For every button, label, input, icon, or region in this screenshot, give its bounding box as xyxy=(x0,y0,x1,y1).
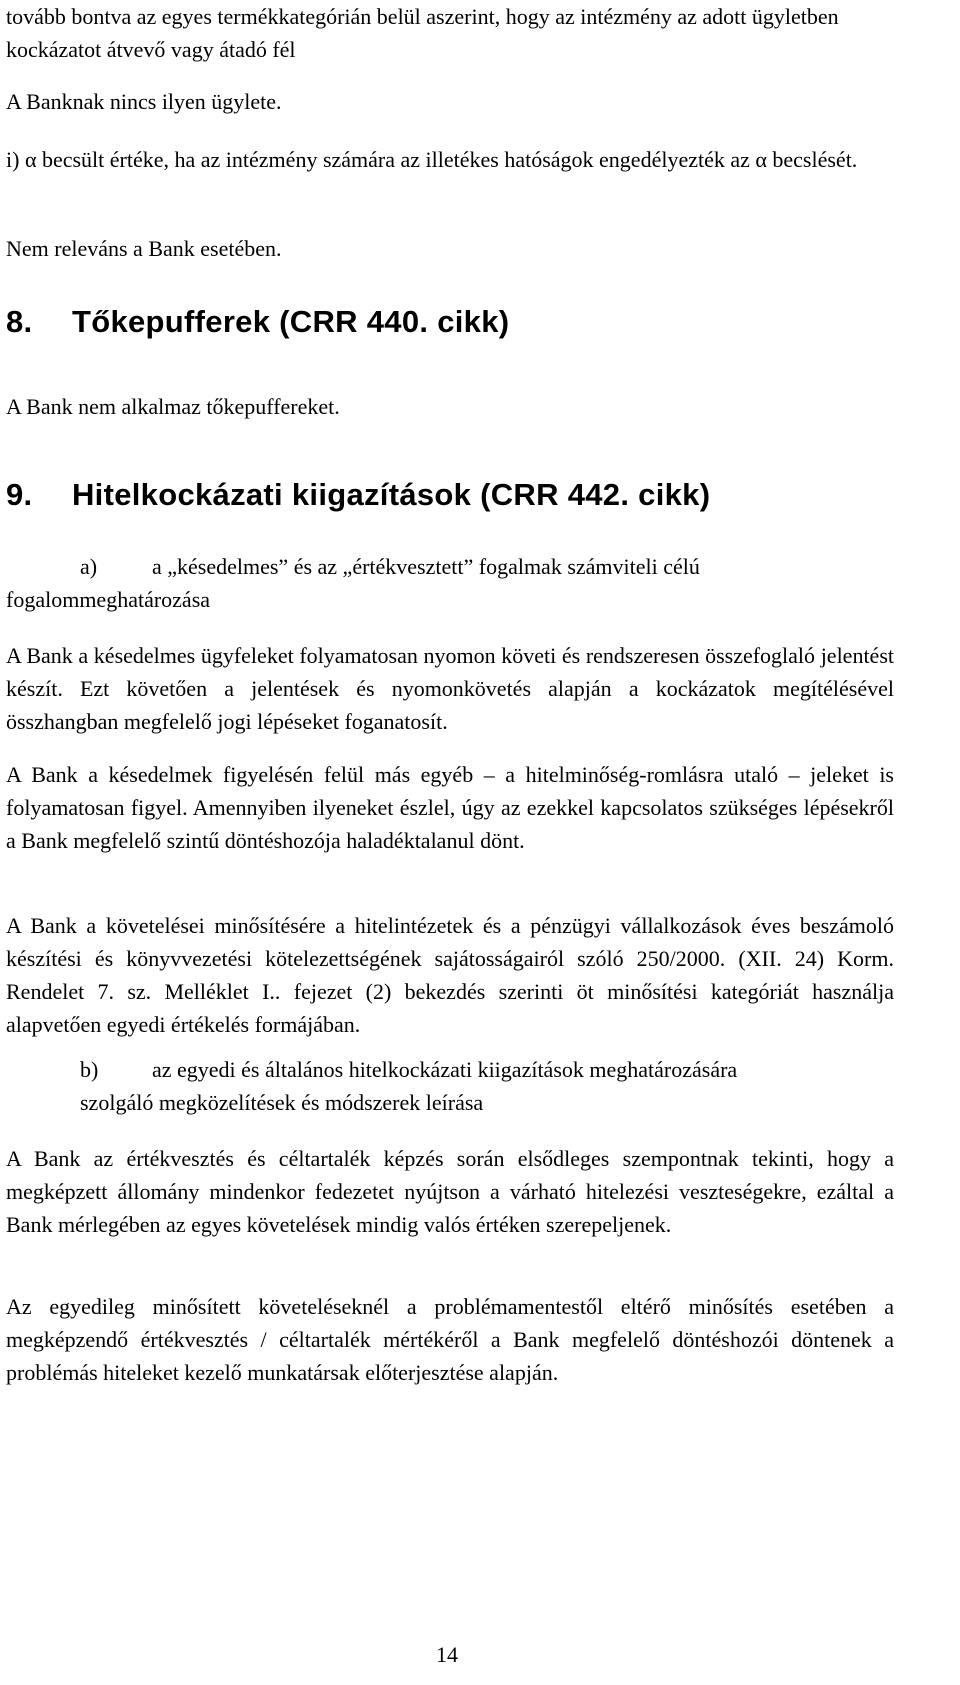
section-title: Tőkepufferek (CRR 440. cikk) xyxy=(72,304,510,339)
subheading-b-label: b) xyxy=(80,1057,99,1082)
subheading-b-line2: szolgáló megközelítések és módszerek leírása xyxy=(80,1090,484,1115)
paragraph-late-clients: A Bank a késedelmes ügyfeleket folyamatosan nyomon követi és rendszeresen összefoglaló jelentést készít. Ezt követően a jelentések és nyomonkövetés alapján a kockázatok megítélésével összhangban megfelelő jogi lépéseket foganatosít. xyxy=(6,643,894,734)
section-number: 9. xyxy=(6,477,33,512)
subheading-a-line1 xyxy=(80,550,894,583)
subheading-b-text: az egyedi és általános hitelkockázati kiigazítások meghatározására xyxy=(152,1057,738,1082)
section-heading-9 xyxy=(6,476,710,514)
section-heading-8 xyxy=(6,303,509,341)
paragraph-credit-deterioration: A Bank a késedelmek figyelésén felül más egyéb – a hitelminőség-romlásra utaló – jeleket is folyamatosan figyel. Amennyiben ilyeneket észlel, úgy az ezekkel kapcsolatos szükséges lépésekről a Bank megfelelő szintű döntéshozója haladéktalanul dönt. xyxy=(6,762,894,853)
subheading-b-line1 xyxy=(80,1053,894,1086)
section-title: Hitelkockázati kiigazítások (CRR 442. cikk) xyxy=(72,477,711,512)
section-number: 8. xyxy=(6,304,33,339)
paragraph-no-buffers: A Bank nem alkalmaz tőkepuffereket. xyxy=(6,394,340,419)
subheading-a-label: a) xyxy=(80,554,98,579)
subheading-a-text: a „késedelmes” és az „értékvesztett” fogalmak számviteli célú xyxy=(152,554,700,579)
subheading-a-line2: fogalommeghatározása xyxy=(6,587,211,612)
page-number: 14 xyxy=(436,1642,458,1667)
paragraph-no-transactions: A Banknak nincs ilyen ügylete. xyxy=(6,89,282,114)
paragraph-alpha-estimate: i) α becsült értéke, ha az intézmény számára az illetékes hatóságok engedélyezték az α becslését. xyxy=(6,147,858,172)
paragraph-not-relevant: Nem releváns a Bank esetében. xyxy=(6,236,282,261)
paragraph-product-breakdown: tovább bontva az egyes termékkategórián belül aszerint, hogy az intézmény az adott ügyletben kockázatot átvevő vagy átadó fél xyxy=(6,4,839,62)
paragraph-classification: A Bank a követelései minősítésére a hitelintézetek és a pénzügyi vállalkozások éves beszámoló készítési és könyvvezetési kötelezettségének sajátosságairól szóló 250/2000. (XII. 24) Korm. Rendelet 7. sz. Melléklet I.. fejezet (2) bekezdés szerinti öt minősítési kategóriát használja alapvetően egyedi értékelés formájában. xyxy=(6,913,894,1037)
paragraph-impairment-principle: A Bank az értékvesztés és céltartalék képzés során elsődleges szempontnak tekinti, hogy a megképzett állomány mindenkor fedezetet nyújtson a várható hitelezési veszteségekre, ezáltal a Bank mérlegében az egyes követelések mindig valós értéken szerepeljenek. xyxy=(6,1146,894,1237)
paragraph-individual-assessment: Az egyedileg minősített követeléseknél a problémamentestől eltérő minősítés esetében a megképzendő értékvesztés / céltartalék mértékéről a Bank megfelelő döntéshozói döntenek a problémás hiteleket kezelő munkatársak előterjesztése alapján. xyxy=(6,1294,894,1385)
